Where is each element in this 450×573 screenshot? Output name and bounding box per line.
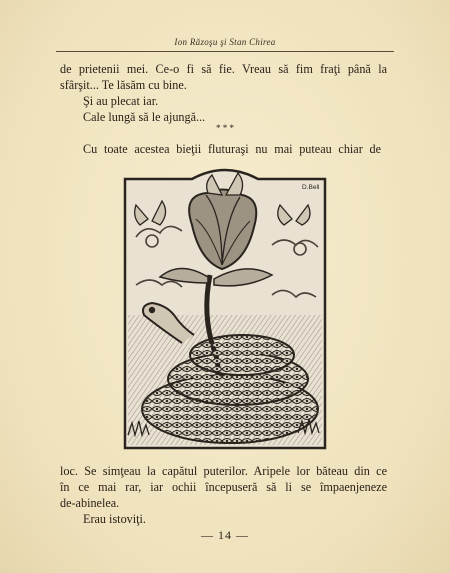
text-line-4: Cale lungă să le ajungă... xyxy=(83,110,206,124)
illustration xyxy=(122,165,328,451)
text-line-5: Cu toate acestea bieţii fluturaşi nu mai puteau chiar de xyxy=(83,142,381,156)
text-line-2: sfârşit... Te lăsăm cu bine. xyxy=(60,78,187,92)
page-number: — 14 — xyxy=(201,528,249,542)
text-line-6: loc. Se simţeau la capătul puterilor. Aripele lor băteau din ce xyxy=(60,464,387,478)
text-line-7: în ce mai rar, iar ochii începuseră să li se împaenjeneze xyxy=(60,480,387,494)
running-head: Ion Răzoşu şi Stan Chirea xyxy=(174,37,276,47)
text-line-9: Erau istoviţi. xyxy=(83,512,146,526)
artist-signature: D.Bell xyxy=(302,184,320,191)
text-line-8: de-abinelea. xyxy=(60,496,120,510)
section-separator: * * * xyxy=(216,123,234,133)
text-line-3: Şi au plecat iar. xyxy=(83,94,159,108)
header-rule xyxy=(56,51,394,52)
text-line-1: de prietenii mei. Ce-o fi să fie. Vreau să fim fraţi până la xyxy=(60,62,387,76)
